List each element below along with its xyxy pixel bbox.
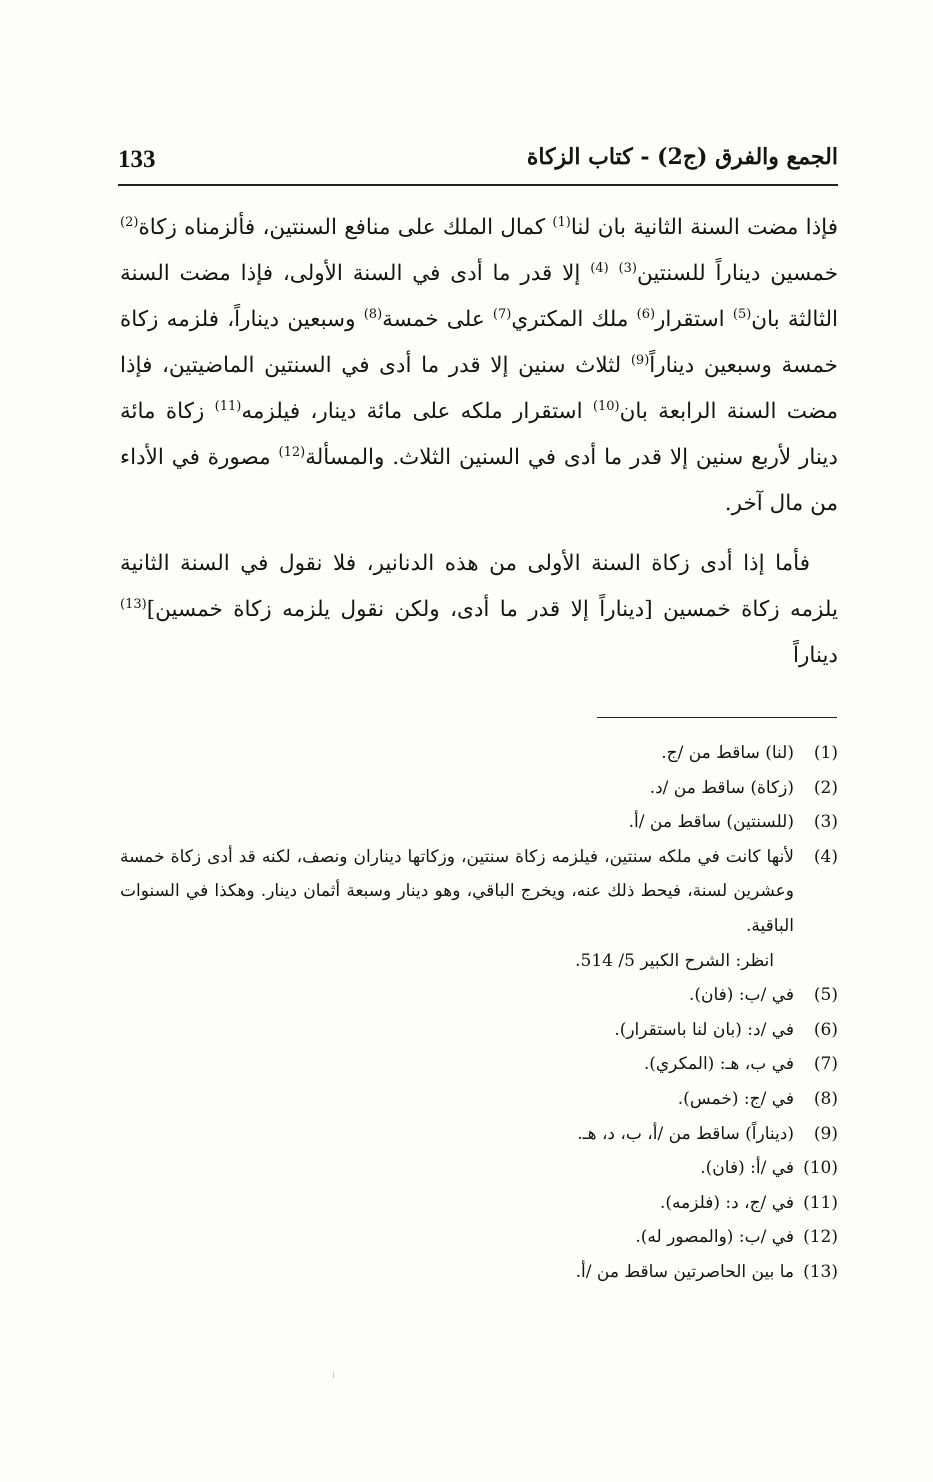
footnote-number: (8) [813, 1088, 838, 1109]
text-segment: مصورة في الأداء من مال آخر. [120, 445, 838, 516]
footnote-ref-3: (3) [618, 260, 637, 276]
text-segment: على خمسة [382, 307, 493, 332]
footnote-text: (لنا) ساقط من /ج. [661, 743, 794, 763]
text-segment: وسبعين ديناراً، فلزمه زكاة خمسة وسبعين ديناراً [120, 307, 838, 378]
footnote-ref-4: (4) [590, 260, 609, 276]
footnote-ref-8: (8) [363, 306, 383, 322]
footnote-ref-1: (1) [552, 214, 571, 230]
footnote-text [120, 840, 794, 978]
footnote-body: لأنها كانت في ملكه سنتين، فيلزمه زكاة سنتين، وزكاتها ديناران ونصف، لكنه قد أدى زكاة خمسة وعشرين لسنة، فيحط ذلك عنه، ويخرج الباقي، وهو دينار وسبعة أثمان دينار. وهكذا في السنوات الباقية. [120, 846, 794, 936]
footnote-item [120, 805, 838, 840]
footnote-text: في /ب: (والمصور له). [635, 1227, 794, 1248]
footnote-text: في /ج، د: (فلزمه). [659, 1192, 794, 1213]
footnote-text: (ديناراً) ساقط من /أ، ب، د، هـ. [577, 1123, 794, 1144]
paragraph-2 [120, 541, 838, 679]
footnote-number: (1) [813, 743, 838, 763]
footnote-text: (للسنتين) ساقط من /أ. [628, 812, 794, 833]
footnote-item [120, 1255, 838, 1290]
footnote-item [120, 1082, 838, 1117]
footnote-text: ما بين الحاصرتين ساقط من /أ. [575, 1261, 794, 1282]
footnote-number: (12) [803, 1227, 838, 1248]
footnote-number: (13) [803, 1261, 838, 1282]
footnote-ref-10: (10) [592, 398, 620, 414]
footnote-text: في ب، هـ: (المكري). [643, 1054, 794, 1075]
footnote-ref-12: (12) [278, 444, 306, 460]
text-segment: فإذا مضت السنة الثانية بان لنا [570, 215, 838, 240]
footnote-number: (11) [803, 1192, 838, 1213]
text-segment: زكاة مائة دينار لأربع سنين إلا قدر ما أدى في السنين الثلاث. والمسألة [120, 399, 838, 470]
footnote-separator [597, 717, 837, 718]
footnote-item [120, 978, 838, 1013]
footnote-ref-6: (6) [636, 306, 656, 322]
footnote-text: في /د: (بان لنا باستقرار). [614, 1019, 794, 1040]
footnote-ref-11: (11) [214, 398, 242, 414]
text-segment: إلا قدر ما أدى في السنة الأولى، فإذا مضت السنة الثالثة بان [120, 261, 838, 332]
text-segment: استقرار [655, 307, 733, 332]
footnote-item [120, 1047, 838, 1082]
footnote-item [120, 771, 838, 806]
footnote-number: (6) [813, 1019, 838, 1040]
footnote-text: في /ب: (فان). [688, 985, 794, 1006]
footnote-ref-9: (9) [630, 352, 650, 368]
text-segment: ديناراً [793, 643, 838, 668]
footnote-number: (2) [813, 777, 838, 798]
footnote-number: (7) [813, 1054, 838, 1075]
footnote-item [120, 1186, 838, 1221]
footnote-item [120, 840, 838, 978]
footnote-number: (10) [803, 1158, 838, 1179]
text-segment: كمال الملك على منافع السنتين، فألزمناه زكاة [138, 215, 553, 240]
header-rule [118, 184, 838, 186]
footnote-item [120, 736, 838, 771]
footnote-reference: انظر: الشرح الكبير 5/ 514. [575, 950, 774, 971]
footnote-item [120, 1220, 838, 1255]
footnote-ref-7: (7) [492, 306, 512, 322]
text-segment: لثلاث سنين إلا قدر ما أدى في السنتين الماضيتين، فإذا مضت السنة الرابعة بان [120, 353, 839, 424]
scan-speck [333, 1372, 334, 1378]
page-header [118, 138, 838, 188]
footnote-text: (زكاة) ساقط من /د. [649, 777, 794, 798]
text-segment: فأما إذا أدى زكاة السنة الأولى من هذه الدنانير، فلا نقول في السنة الثانية يلزمه زكاة خمسين [ديناراً إلا قدر ما أدى، ولكن نقول يلزمه زكاة خمسين] [120, 551, 838, 622]
footnotes [120, 736, 838, 1290]
footnote-item [120, 1117, 838, 1152]
text-segment: ملك المكتري [511, 307, 637, 332]
footnote-number: (5) [813, 985, 838, 1006]
footnote-number: (4) [813, 846, 838, 867]
footnote-text: في /ج: (خمس). [677, 1088, 794, 1109]
main-text [120, 205, 838, 679]
footnote-text: في /أ: (فان). [700, 1158, 794, 1179]
footnote-number: (3) [813, 812, 838, 833]
footnote-ref-5: (5) [732, 306, 752, 322]
footnote-ref-2: (2) [120, 214, 139, 230]
running-title: الجمع والفرق (ج2) - كتاب الزكاة [526, 144, 838, 170]
page-number: 133 [118, 146, 156, 173]
footnote-item [120, 1151, 838, 1186]
paragraph-1 [120, 205, 838, 527]
footnote-item [120, 1013, 838, 1048]
text-segment: خمسين ديناراً للسنتين [636, 261, 838, 286]
footnote-ref-13: (13) [120, 596, 147, 612]
footnote-number: (9) [813, 1123, 838, 1144]
text-segment: استقرار ملكه على مائة دينار، فيلزمه [241, 399, 593, 424]
